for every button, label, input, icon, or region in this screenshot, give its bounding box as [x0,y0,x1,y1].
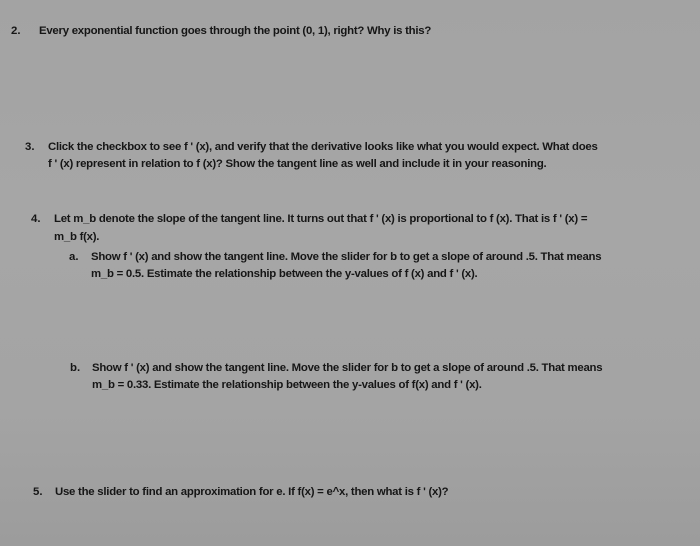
question-5-text: Use the slider to find an approximation for e. If f(x) = e^x, then what is f ' (x)? [55,486,449,498]
question-4a-line-1: Show f ' (x) and show the tangent line. Move the slider for b to get a slope of around .5. That means [91,251,602,263]
question-number: 5. [33,486,43,498]
question-4-line-2: m_b f(x). [54,231,100,243]
question-4b-line-2: m_b = 0.33. Estimate the relationship between the y-values of f(x) and f ' (x). [92,379,482,391]
question-number: 4. [31,213,41,225]
part-label: a. [69,251,79,263]
question-3-line-1: Click the checkbox to see f ' (x), and verify that the derivative looks like what you would expect. What does [48,141,598,153]
question-3-line-2: f ' (x) represent in relation to f (x)? Show the tangent line as well and include it in your reasoning. [48,158,547,170]
question-number: 2. [11,25,21,37]
question-4a-line-2: m_b = 0.5. Estimate the relationship between the y-values of f (x) and f ' (x). [91,268,478,280]
question-4-line-1: Let m_b denote the slope of the tangent line. It turns out that f ' (x) is proportional to f (x). That is f ' (x) = [54,213,588,225]
question-number: 3. [25,141,35,153]
question-4b-line-1: Show f ' (x) and show the tangent line. Move the slider for b to get a slope of around .5. That means [92,362,603,374]
part-label: b. [70,362,81,374]
question-2-text: Every exponential function goes through the point (0, 1), right? Why is this? [39,25,432,37]
